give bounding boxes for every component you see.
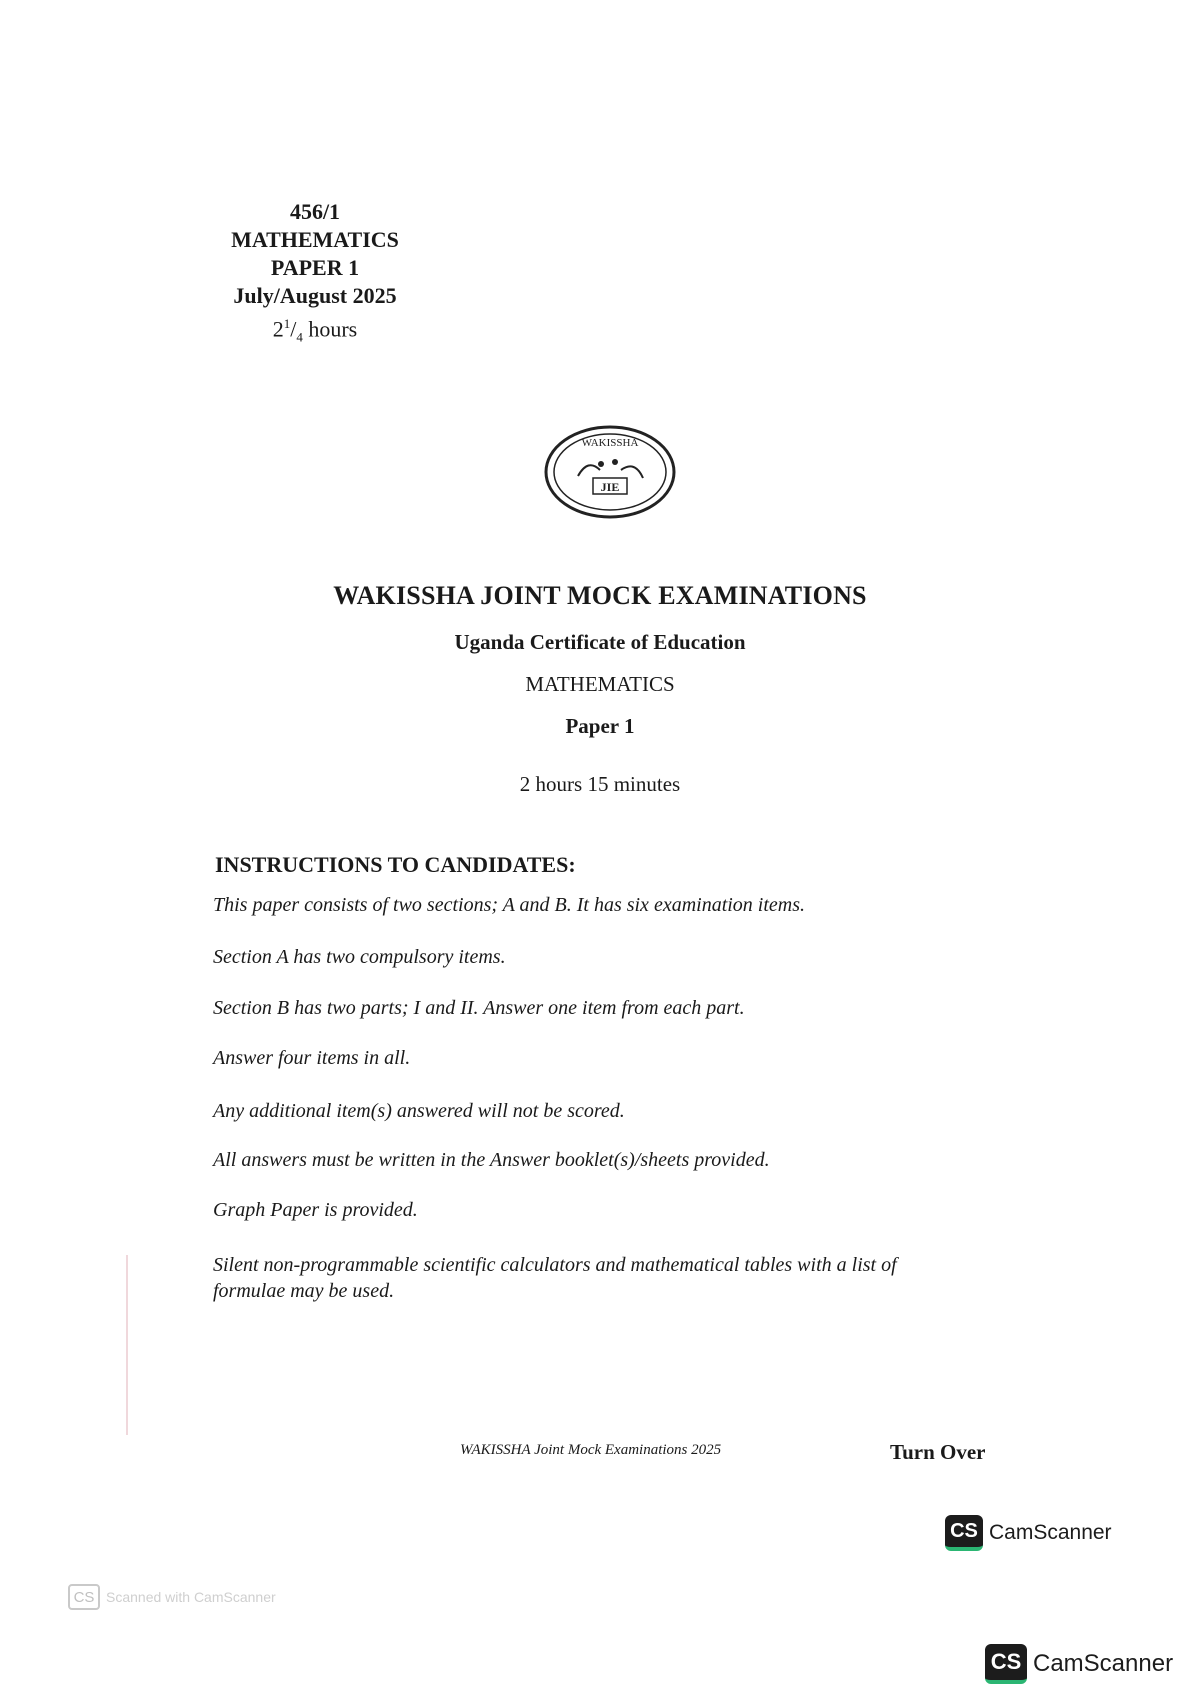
logo-letters: JIE — [600, 480, 620, 494]
paper-subject: MATHEMATICS — [231, 227, 399, 252]
scanned-with-label: Scanned with CamScanner — [106, 1589, 276, 1605]
instruction-item: All answers must be written in the Answer booklet(s)/sheets provided. — [213, 1149, 770, 1171]
instruction-item: Section B has two parts; I and II. Answer one item from each part. — [213, 997, 745, 1019]
margin-mark — [126, 1255, 128, 1435]
camscanner-badge-bottom — [985, 1644, 1173, 1684]
scanned-with-watermark — [68, 1580, 276, 1614]
instruction-item: Silent non-programmable scientific calculators and mathematical tables with a list of formulae may be used. — [213, 1254, 897, 1302]
instruction-item: Graph Paper is provided. — [213, 1199, 418, 1221]
instruction-item: Any additional item(s) answered will not be scored. — [213, 1100, 625, 1122]
camscanner-badge — [945, 1516, 1112, 1550]
footer-note: WAKISSHA Joint Mock Examinations 2025 — [460, 1442, 722, 1458]
camscanner-logo-icon: CS — [985, 1644, 1027, 1684]
paper-number: PAPER 1 — [270, 255, 360, 280]
subject-name: MATHEMATICS — [525, 672, 675, 696]
exam-title: WAKISSHA JOINT MOCK EXAMINATIONS — [333, 581, 867, 610]
paper-duration: $2^1/_4$ hours — [272, 316, 358, 345]
certificate-name: Uganda Certificate of Education — [454, 630, 746, 654]
turn-over-label: Turn Over — [890, 1440, 986, 1464]
instruction-item: This paper consists of two sections; A and B. It has six examination items. — [213, 894, 806, 916]
instructions-heading: INSTRUCTIONS TO CANDIDATES: — [215, 852, 576, 877]
camscanner-logo-icon: CS — [945, 1515, 983, 1551]
paper-date: July/August 2025 — [233, 283, 397, 308]
camscanner-label: CamScanner — [1033, 1650, 1174, 1677]
instruction-item: Section A has two compulsory items. — [213, 946, 506, 968]
instruction-item: Answer four items in all. — [213, 1047, 411, 1069]
paper-header — [200, 198, 430, 352]
exam-time: 2 hours 15 minutes — [519, 772, 681, 796]
paper-code: 456/1 — [289, 199, 341, 224]
wakissha-logo — [543, 424, 677, 520]
faint-camscanner-icon: CS — [68, 1584, 100, 1610]
camscanner-label: CamScanner — [989, 1521, 1112, 1544]
paper-name: Paper 1 — [565, 714, 635, 738]
logo-text: WAKISSHA — [581, 437, 639, 449]
